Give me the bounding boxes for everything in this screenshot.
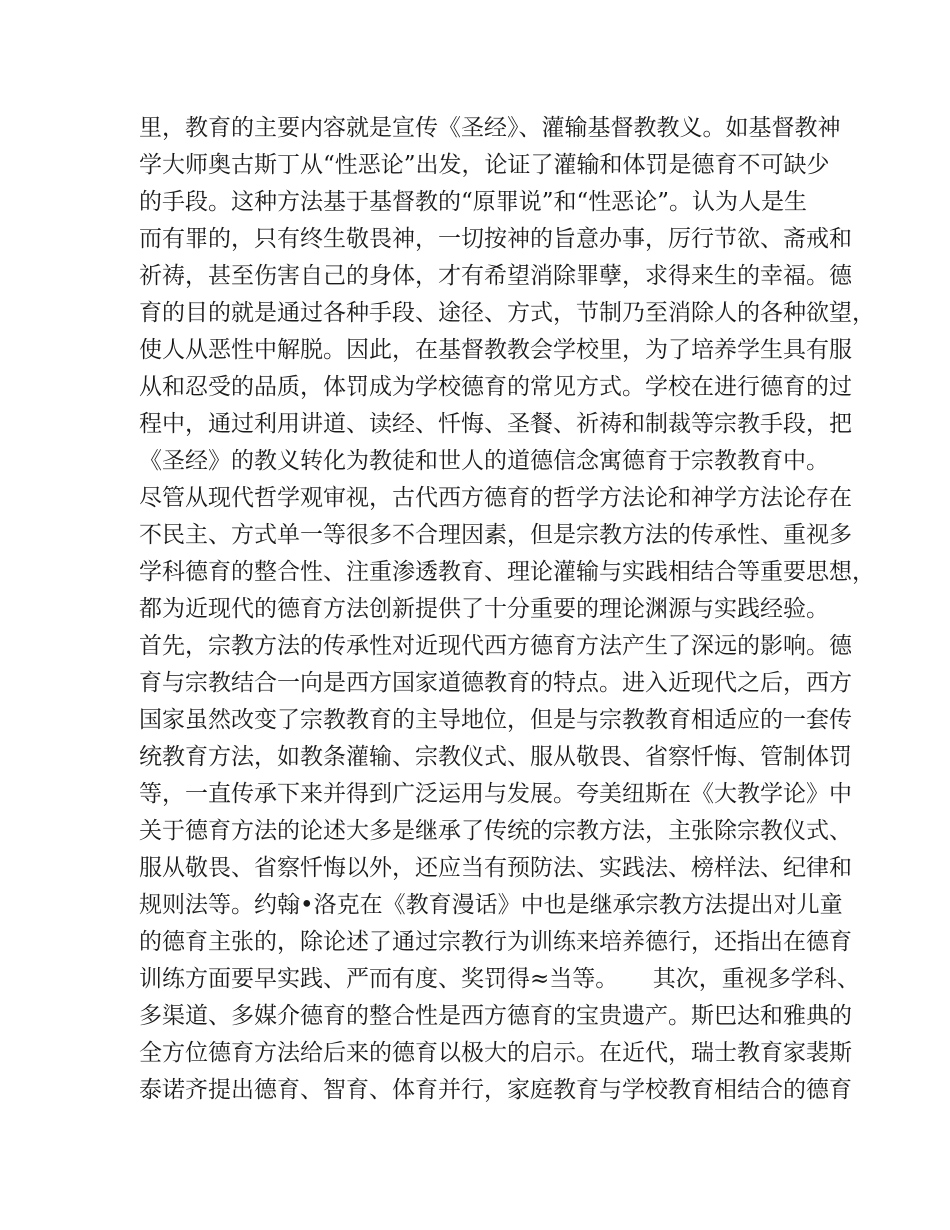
- text-line: 程中，通过利用讲道、读经、忏悔、圣餐、祈祷和制裁等宗教手段，把: [139, 411, 852, 437]
- text-line: 育与宗教结合一向是西方国家道德教育的特点。进入近现代之后，西方: [139, 670, 852, 696]
- text-line: 首先，宗教方法的传承性对近现代西方德育方法产生了深远的影响。德: [139, 633, 852, 659]
- text-line: 的德育主张的，除论述了通过宗教行为训练来培养德行，还指出在德育: [139, 929, 852, 955]
- text-line: 里，教育的主要内容就是宣传《圣经》、灌输基督教教义。如基督教神: [139, 115, 841, 141]
- text-line: 等，一直传承下来并得到广泛运用与发展。夸美纽斯在《大教学论》中: [139, 781, 852, 807]
- text-line: 使人从恶性中解脱。因此，在基督教教会学校里，为了培养学生具有服: [139, 337, 852, 363]
- text-line: 育的目的就是通过各种手段、途径、方式，节制乃至消除人的各种欲望，: [139, 300, 875, 326]
- text-line: 关于德育方法的论述大多是继承了传统的宗教方法，主张除宗教仪式、: [139, 818, 852, 844]
- text-line: 学科德育的整合性、注重渗透教育、理论灌输与实践相结合等重要思想，: [139, 559, 875, 585]
- text-line: 祈祷，甚至伤害自己的身体，才有希望消除罪孽，求得来生的幸福。德: [139, 263, 852, 289]
- text-line: 规则法等。约翰•洛克在《教育漫话》中也是继承宗教方法提出对儿童: [139, 892, 843, 918]
- text-line: 多渠道、多媒介德育的整合性是西方德育的宝贵遗产。斯巴达和雅典的: [139, 1003, 852, 1029]
- text-line: 而有罪的，只有终生敬畏神，一切按神的旨意办事，厉行节欲、斋戒和: [139, 226, 852, 252]
- text-line: 《圣经》的教义转化为教徒和世人的道德信念寓德育于宗教教育中。: [139, 448, 829, 474]
- text-line: 从和忍受的品质，体罚成为学校德育的常见方式。学校在进行德育的过: [139, 374, 852, 400]
- text-line: 统教育方法，如教条灌输、宗教仪式、服从敬畏、省察忏悔、管制体罚: [139, 744, 852, 770]
- text-line: 都为近现代的德育方法创新提供了十分重要的理论渊源与实践经验。: [139, 596, 829, 622]
- text-line: 学大师奥古斯丁从“性恶论”出发，论证了灌输和体罚是德育不可缺少: [139, 152, 830, 178]
- text-line: 服从敬畏、省察忏悔以外，还应当有预防法、实践法、榜样法、纪律和: [139, 855, 852, 881]
- text-line: 不民主、方式单一等很多不合理因素，但是宗教方法的传承性、重视多: [139, 522, 852, 548]
- body-text: [139, 110, 875, 1109]
- text-line: 国家虽然改变了宗教教育的主导地位，但是与宗教教育相适应的一套传: [139, 707, 852, 733]
- text-line: 的手段。这种方法基于基督教的“原罪说”和“性恶论”。认为人是生: [139, 189, 808, 215]
- text-line: 尽管从现代哲学观审视，古代西方德育的哲学方法论和神学方法论存在: [139, 485, 852, 511]
- text-line: 全方位德育方法给后来的德育以极大的启示。在近代，瑞士教育家裴斯: [139, 1040, 852, 1066]
- text-line: 训练方面要早实践、严而有度、奖罚得≈当等。 其次，重视多学科、: [139, 966, 860, 992]
- text-line: 泰诺齐提出德育、智育、体育并行，家庭教育与学校教育相结合的德育: [139, 1077, 852, 1103]
